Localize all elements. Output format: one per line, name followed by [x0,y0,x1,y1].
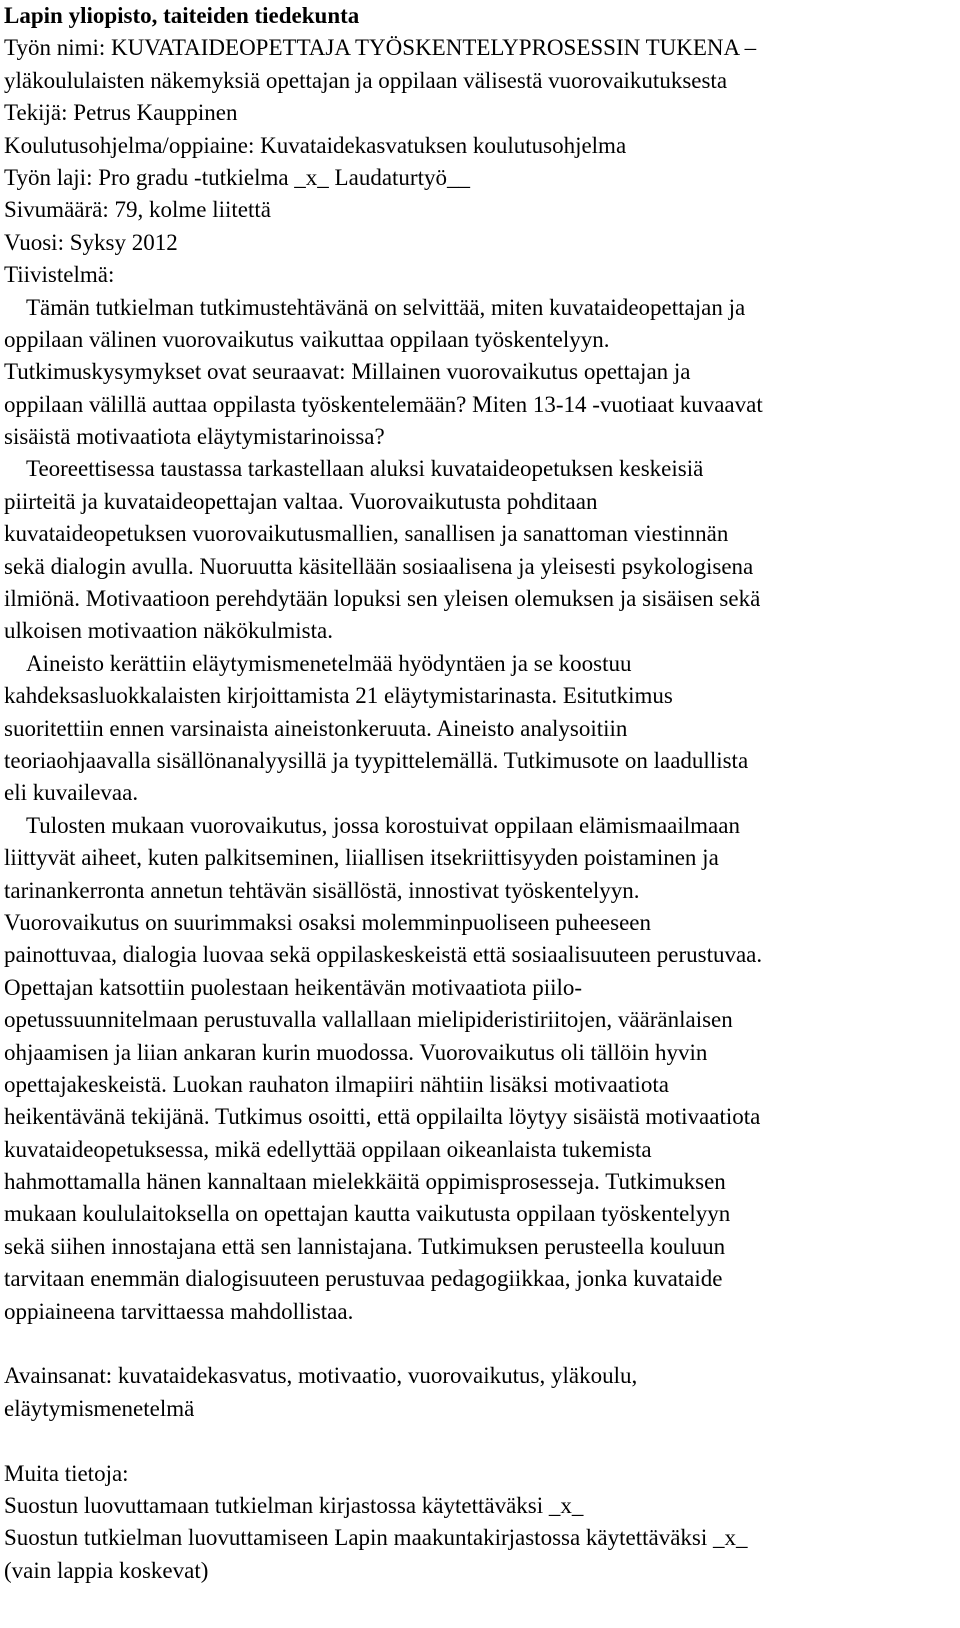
abstract-line: Tämän tutkielman tutkimustehtävänä on selvittää, miten kuvataideopettajan ja [26,294,746,320]
abstract-line: tarvitaan enemmän dialogisuuteen perustuvaa pedagogiikkaa, jonka kuvataide [4,1266,723,1292]
consent-note: (vain lappia koskevat) [4,1557,209,1583]
work-type-line: Työn laji: Pro gradu -tutkielma _x_ Laudaturtyö__ [4,164,470,190]
abstract-line: sisäistä motivaatiota eläytymistarinoissa? [4,424,385,450]
abstract-line: Teoreettisessa taustassa tarkastellaan aluksi kuvataideopetuksen keskeisiä [26,456,704,482]
consent-line: Suostun tutkielman luovuttamiseen Lapin maakuntakirjastossa käytettäväksi _x_ [4,1525,748,1551]
document-header [4,0,954,292]
keywords-section [4,1360,954,1425]
abstract-label: Tiivistelmä: [4,262,115,288]
blank-line [4,1425,954,1457]
work-name-line: yläkoululaisten näkemyksiä opettajan ja oppilaan välisestä vuorovaikutuksesta [4,67,728,93]
consent-line: Suostun luovuttamaan tutkielman kirjastossa käytettäväksi _x_ [4,1492,584,1518]
abstract-line: oppiaineena tarvittaessa mahdollistaa. [4,1298,354,1324]
abstract-line: ilmiönä. Motivaatioon perehdytään lopuksi sen yleisen olemuksen ja sisäisen sekä [4,586,761,612]
abstract-line: hahmottamalla hänen kannaltaan mielekkäitä oppimisprosesseja. Tutkimuksen [4,1169,726,1195]
abstract-line: Vuorovaikutus on suurimmaksi osaksi molemminpuoliseen puheeseen [4,909,651,935]
abstract-paragraph [4,292,954,454]
abstract-line: Tutkimuskysymykset ovat seuraavat: Millainen vuorovaikutus opettajan ja [4,359,691,385]
faculty-title: Lapin yliopisto, taiteiden tiedekunta [4,3,360,28]
abstract-line: heikentävänä tekijänä. Tutkimus osoitti, että oppilailta löytyy sisäistä motivaatiota [4,1104,761,1130]
abstract-paragraph [4,810,954,1328]
other-info-section [4,1458,954,1588]
author-line: Tekijä: Petrus Kauppinen [4,100,238,126]
abstract-line: Opettajan katsottiin puolestaan heikentävän motivaatiota piilo- [4,974,583,1000]
document-page [4,0,954,1587]
work-name-line: Työn nimi: KUVATAIDEOPETTAJA TYÖSKENTELYPROSESSIN TUKENA – [4,35,757,61]
abstract-line: kuvataideopetuksessa, mikä edellyttää oppilaan oikeanlaista tukemista [4,1136,652,1162]
keywords-line: Avainsanat: kuvataidekasvatus, motivaatio, vuorovaikutus, yläkoulu, [4,1363,638,1389]
abstract-line: kuvataideopetuksen vuorovaikutusmallien, sanallisen ja sanattoman viestinnän [4,521,729,547]
abstract-line: ohjaamisen ja liian ankaran kurin muodossa. Vuorovaikutus oli tällöin hyvin [4,1039,708,1065]
abstract-line: piirteitä ja kuvataideopettajan valtaa. Vuorovaikutusta pohditaan [4,488,598,514]
abstract-body [4,292,954,1329]
abstract-paragraph [4,648,954,810]
abstract-line: oppilaan välinen vuorovaikutus vaikuttaa oppilaan työskentelyyn. [4,326,610,352]
abstract-paragraph [4,453,954,647]
abstract-line: painottuvaa, dialogia luovaa sekä oppilaskeskeistä että sosiaalisuuteen perustuvaa. [4,942,763,968]
keywords-line: eläytymismenetelmä [4,1395,195,1421]
abstract-line: liittyvät aiheet, kuten palkitseminen, liiallisen itsekriittisyyden poistaminen ja [4,845,719,871]
programme-line: Koulutusohjelma/oppiaine: Kuvataidekasvatuksen koulutusohjelma [4,132,627,158]
abstract-line: Aineisto kerättiin eläytymismenetelmää hyödyntäen ja se koostuu [26,650,632,676]
abstract-line: mukaan koululaitoksella on opettajan kautta vaikutusta oppilaan työskentelyyn [4,1201,731,1227]
abstract-line: eli kuvailevaa. [4,780,139,806]
other-info-label: Muita tietoja: [4,1460,129,1486]
abstract-line: suoritettiin ennen varsinaista aineistonkeruuta. Aineisto analysoitiin [4,715,628,741]
abstract-line: kahdeksasluokkalaisten kirjoittamista 21 eläytymistarinasta. Esitutkimus [4,683,673,709]
abstract-line: oppilaan välillä auttaa oppilasta työskentelemään? Miten 13-14 -vuotiaat kuvaavat [4,391,763,417]
abstract-line: sekä dialogin avulla. Nuoruutta käsitellään sosiaalisena ja yleisesti psykologisena [4,553,754,579]
page-count-line: Sivumäärä: 79, kolme liitettä [4,197,271,223]
blank-line [4,1328,954,1360]
abstract-line: opetussuunnitelmaan perustuvalla vallallaan mielipideristiriitojen, vääränlaisen [4,1007,733,1033]
abstract-line: ulkoisen motivaation näkökulmista. [4,618,333,644]
abstract-line: tarinankerronta annetun tehtävän sisällöstä, innostivat työskentelyyn. [4,877,640,903]
abstract-line: sekä siihen innostajana että sen lannistajana. Tutkimuksen perusteella kouluun [4,1233,726,1259]
abstract-line: Tulosten mukaan vuorovaikutus, jossa korostuivat oppilaan elämismaailmaan [26,812,740,838]
abstract-line: opettajakeskeistä. Luokan rauhaton ilmapiiri nähtiin lisäksi motivaatiota [4,1071,669,1097]
abstract-line: teoriaohjaavalla sisällönanalyysillä ja tyypittelemällä. Tutkimusote on laadullista [4,747,749,773]
year-line: Vuosi: Syksy 2012 [4,229,178,255]
